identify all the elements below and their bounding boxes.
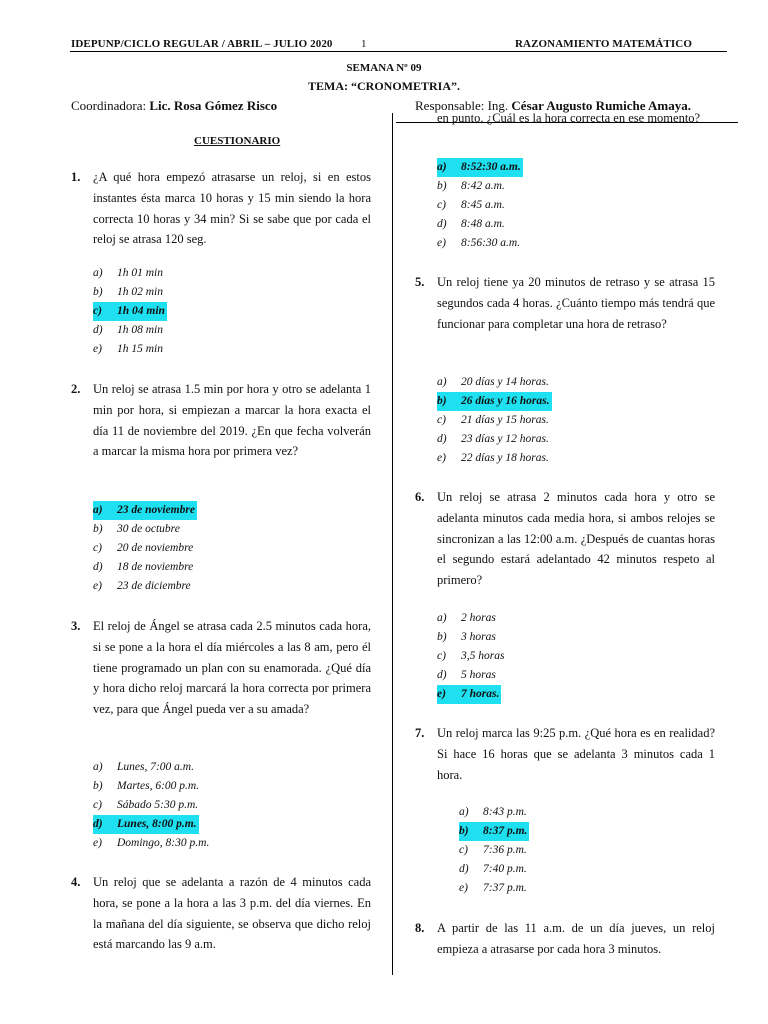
option [437, 449, 549, 468]
option-text: 23 días y 12 horas. [461, 433, 549, 445]
header-rule [70, 51, 727, 52]
option-text: 26 días y 16 horas. [461, 395, 550, 407]
option [93, 264, 163, 283]
option-letter: b) [437, 395, 447, 407]
option-letter: d) [437, 433, 447, 445]
option-text: 8:42 a.m. [461, 180, 505, 192]
option-letter: b) [93, 523, 103, 535]
option-letter: b) [93, 286, 103, 298]
option-text: 8:37 p.m. [483, 825, 528, 837]
option [437, 215, 505, 234]
option-letter: a) [93, 504, 103, 516]
option-text: 3 horas [461, 631, 496, 643]
option-letter: a) [437, 612, 447, 624]
week-label: SEMANA Nº 09 [346, 62, 422, 74]
question-number: 5. [415, 275, 425, 289]
option-letter: b) [93, 780, 103, 792]
option [93, 558, 193, 577]
question-text: El reloj de Ángel se atrasa cada 2.5 minutos cada hora, si se pone a la hora el día miércoles a las 8 am, pero él tiene programado un plan con su enamorada. ¿Qué día y hora dicho reloj marcará la hora correcta por primera vez, para que Ángel pueda ver a su amada? [93, 619, 371, 717]
question-text: Un reloj que se adelanta a razón de 4 minutos cada hora, se pone a la hora a las 3 p.m. del día viernes. En la mañana del día siguiente, se observa que dicho reloj está marcando las 9 a.m. [93, 875, 371, 952]
option-correct [437, 392, 552, 411]
header-course: IDEPUNP/CICLO REGULAR / ABRIL – JULIO 2020 [71, 38, 333, 50]
coordinator-name: Lic. Rosa Gómez Risco [149, 98, 278, 113]
option-text: 8:45 a.m. [461, 199, 505, 211]
option-letter: a) [437, 161, 447, 173]
option-letter: e) [93, 580, 102, 592]
option-correct [437, 158, 523, 177]
option-text: 5 horas [461, 669, 496, 681]
question-number: 4. [71, 875, 81, 889]
option-letter: b) [459, 825, 469, 837]
option-text: 2 horas [461, 612, 496, 624]
option [459, 860, 527, 879]
question-number: 1. [71, 170, 81, 184]
coordinator-label: Coordinadora: [71, 98, 147, 113]
option-letter: b) [437, 631, 447, 643]
option [437, 196, 505, 215]
question-text: Un reloj tiene ya 20 minutos de retraso y se atrasa 15 segundos cada 4 horas. ¿Cuánto tiempo más tendrá que funcionar para completar una hora de retraso? [437, 275, 715, 331]
option-correct [93, 302, 167, 321]
option [93, 539, 193, 558]
option-text: 7:37 p.m. [483, 882, 527, 894]
option-letter: e) [93, 837, 102, 849]
responsible-label: Responsable: Ing. [415, 98, 509, 113]
option-letter: a) [459, 806, 469, 818]
option-letter: c) [437, 650, 446, 662]
option [437, 411, 549, 430]
question-text: ¿A qué hora empezó atrasarse un reloj, si en estos instantes ésta marca 10 horas y 15 min siendo la hora correcta 10 horas y 34 min? Si se sabe que por cada el reloj se atrasa 120 seg. [93, 170, 371, 247]
option-text: 21 días y 15 horas. [461, 414, 549, 426]
option-text: 1h 02 min [117, 286, 163, 298]
option [93, 758, 194, 777]
option-letter: c) [437, 414, 446, 426]
option-letter: d) [93, 561, 103, 573]
option-correct [437, 685, 501, 704]
option-text: 30 de octubre [117, 523, 180, 535]
option-text: 23 de noviembre [117, 504, 195, 516]
option [93, 321, 163, 340]
option-letter: e) [437, 452, 446, 464]
option-text: Domingo, 8:30 p.m. [117, 837, 210, 849]
option-letter: c) [93, 305, 102, 317]
question-number: 7. [415, 726, 425, 740]
option-text: 8:56:30 a.m. [461, 237, 521, 249]
option-text: Lunes, 7:00 a.m. [117, 761, 194, 773]
topic-title: TEMA: “CRONOMETRIA”. [308, 79, 460, 93]
option-letter: c) [459, 844, 468, 856]
option-text: 7 horas. [461, 688, 500, 700]
option [459, 879, 527, 898]
option-letter: c) [437, 199, 446, 211]
option-text: 22 días y 18 horas. [461, 452, 549, 464]
option-text: 1h 15 min [117, 343, 163, 355]
page-number: 1 [361, 38, 367, 50]
question-text: A partir de las 11 a.m. de un día jueves, un reloj empieza a atrasarse por cada hora 3 minutos. [437, 921, 715, 956]
option [437, 430, 549, 449]
option-letter: e) [437, 237, 446, 249]
option-letter: a) [93, 761, 103, 773]
column-divider [392, 113, 393, 975]
option-text: Lunes, 8:00 p.m. [117, 818, 197, 830]
option-letter: b) [437, 180, 447, 192]
section-heading: CUESTIONARIO [194, 135, 281, 147]
option [459, 841, 527, 860]
option-letter: e) [459, 882, 468, 894]
question-text: Un reloj se atrasa 2 minutos cada hora y otro se adelanta minutos cada media hora, si ambos relojes se sincronizan a las 12:00 a.m. ¿Después de cuantas horas el segundo estará adelantado 42 minutos respeto al primero? [437, 490, 715, 588]
option-text: 18 de noviembre [117, 561, 194, 573]
option-text: Sábado 5:30 p.m. [117, 799, 199, 811]
option [93, 577, 191, 596]
option-letter: e) [93, 343, 102, 355]
option [437, 177, 505, 196]
option [437, 234, 520, 253]
option [93, 520, 180, 539]
question-number: 8. [415, 921, 425, 935]
option-text: 1h 01 min [117, 267, 163, 279]
option [93, 796, 198, 815]
option [459, 803, 527, 822]
option-text: 8:52:30 a.m. [461, 161, 521, 173]
question-continuation: en punto. ¿Cuál es la hora correcta en ese momento? [437, 111, 701, 125]
question-text: Un reloj se atrasa 1.5 min por hora y otro se adelanta 1 min por hora, si empiezan a marcar la hora exacta el día 11 de noviembre del 2019. ¿En que fecha volverán a marcar la misma hora por primera vez? [93, 382, 371, 459]
option-text: 20 de noviembre [117, 542, 194, 554]
option [93, 340, 163, 359]
option-text: 23 de diciembre [117, 580, 191, 592]
option [437, 628, 496, 647]
question-number: 2. [71, 382, 81, 396]
option-text: 1h 08 min [117, 324, 163, 336]
option-letter: d) [459, 863, 469, 875]
coordinator [71, 98, 277, 114]
option-text: 20 días y 14 horas. [461, 376, 549, 388]
option-text: 8:43 p.m. [483, 806, 527, 818]
option-letter: e) [437, 688, 446, 700]
option-text: Martes, 6:00 p.m. [117, 780, 200, 792]
header-subject: RAZONAMIENTO MATEMÁTICO [515, 38, 692, 50]
question-number: 3. [71, 619, 81, 633]
option [437, 373, 549, 392]
option-letter: a) [93, 267, 103, 279]
option [93, 777, 199, 796]
option-correct [93, 815, 199, 834]
option-letter: d) [93, 324, 103, 336]
option-letter: d) [437, 218, 447, 230]
option [93, 834, 209, 853]
question-number: 6. [415, 490, 425, 504]
responsible-name: César Augusto Rumiche Amaya. [511, 98, 692, 113]
option-text: 8:48 a.m. [461, 218, 505, 230]
option-letter: a) [437, 376, 447, 388]
option-correct [93, 501, 197, 520]
option-text: 7:36 p.m. [483, 844, 527, 856]
option [93, 283, 163, 302]
question-text: Un reloj marca las 9:25 p.m. ¿Qué hora es en realidad? Si hace 16 horas que se adelanta 3 minutos cada 1 hora. [437, 726, 715, 782]
option-text: 1h 04 min [117, 305, 165, 317]
option [437, 647, 504, 666]
option-letter: c) [93, 799, 102, 811]
option-correct [459, 822, 529, 841]
option [437, 666, 496, 685]
option-text: 7:40 p.m. [483, 863, 527, 875]
option-text: 3,5 horas [461, 650, 505, 662]
option [437, 609, 496, 628]
option-letter: d) [93, 818, 103, 830]
option-letter: d) [437, 669, 447, 681]
option-letter: c) [93, 542, 102, 554]
